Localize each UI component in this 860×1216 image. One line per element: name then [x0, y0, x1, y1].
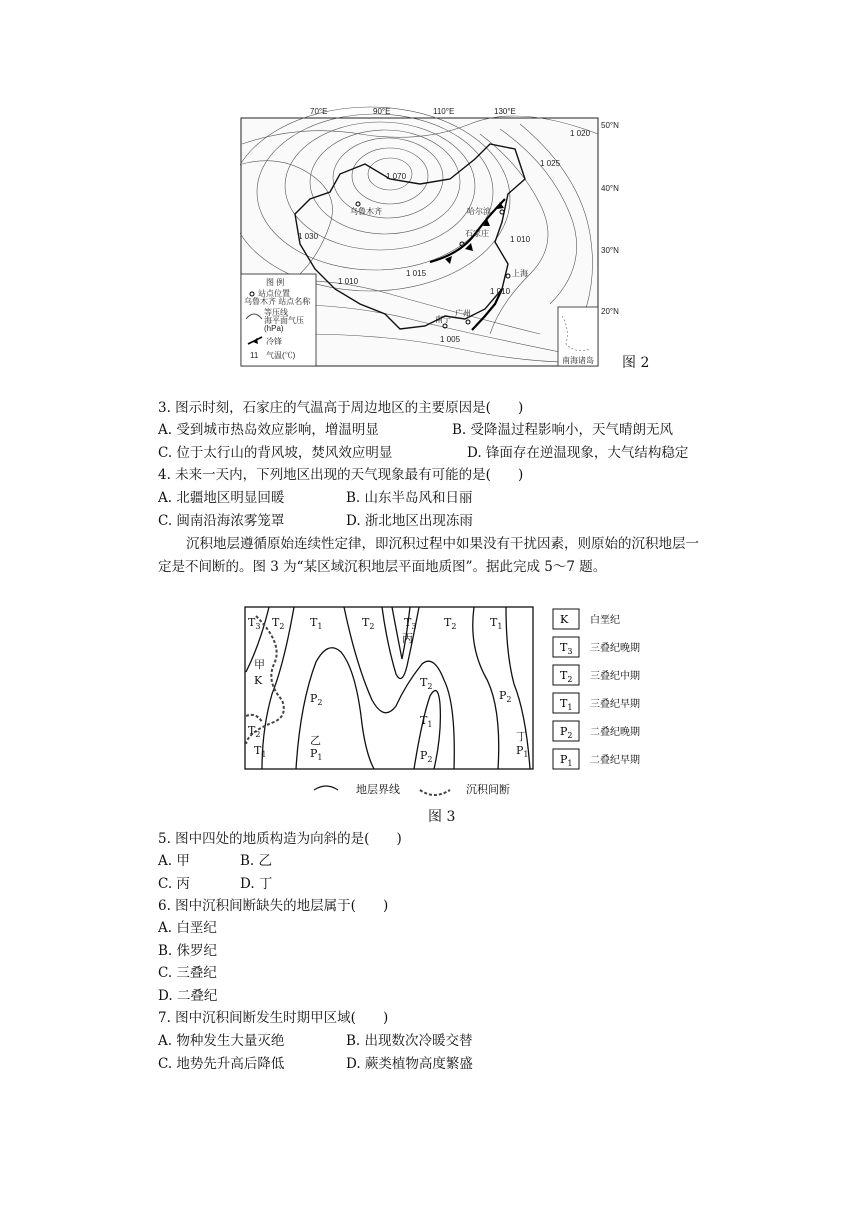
legend-name: 二叠纪晚期: [590, 727, 640, 738]
svg-text:T1: $T_1$: [490, 616, 503, 631]
svg-text:海平面气压: 海平面气压: [264, 316, 304, 325]
q3-option-c[interactable]: C. 位于太行山的背风坡，焚风效应明显: [158, 445, 393, 461]
place-label: 丁: [516, 730, 527, 743]
station-label: 哈尔滨: [467, 207, 491, 216]
q6-option-d[interactable]: D. 二叠纪: [158, 988, 218, 1004]
geologic-map-figure: [244, 604, 664, 808]
q5-option-a[interactable]: A. 甲: [158, 853, 190, 869]
weather-map: [240, 104, 640, 372]
lon-label: 130°E: [494, 107, 516, 116]
svg-text:乌鲁木齐 站点名称: 乌鲁木齐 站点名称: [244, 297, 311, 306]
isobar-label: 1 010: [338, 277, 359, 286]
lon-label: 90°E: [373, 107, 391, 116]
svg-text:P2: $P_2$: [420, 749, 433, 764]
svg-text:等压线: 等压线: [264, 308, 288, 317]
isobar-label: 1 030: [298, 232, 319, 241]
q5-option-c[interactable]: C. 丙: [158, 876, 190, 892]
svg-text:T1: $T_1$: [254, 744, 267, 759]
svg-text:11: 11: [250, 351, 259, 360]
svg-text:T2: $T_2$: [420, 676, 433, 691]
isobar-label: 1 025: [540, 159, 561, 168]
svg-text:T2: $T_2$: [272, 616, 285, 631]
q3-option-b[interactable]: B. 受降温过程影响小，天气晴朗无风: [452, 422, 674, 438]
svg-text:站点位置: 站点位置: [258, 289, 290, 298]
legend-name: 白垩纪: [590, 615, 620, 626]
svg-text:冷锋: 冷锋: [266, 337, 282, 346]
q4-option-c[interactable]: C. 闽南沿海浓雾笼罩: [158, 513, 285, 529]
q6-option-b[interactable]: B. 侏罗纪: [158, 943, 218, 959]
lat-label: 20°N: [601, 307, 619, 316]
svg-text:P1: $P_1$: [310, 747, 323, 762]
q6-stem: 6. 图中沉积间断缺失的地层属于( ): [158, 898, 389, 914]
map-legend: [241, 274, 316, 366]
isobar-label: 1 070: [386, 172, 407, 181]
stratum-legend: [553, 609, 640, 769]
q3-option-a[interactable]: A. 受到城市热岛效应影响，增温明显: [158, 422, 379, 438]
place-label: 丙: [402, 632, 413, 645]
q3-option-d[interactable]: D. 锋面存在逆温现象，大气结构稳定: [467, 445, 689, 461]
legend-title: 图 例: [266, 278, 285, 287]
q7-option-a[interactable]: A. 物种发生大量灭绝: [158, 1033, 285, 1049]
station-label: 石家庄: [465, 229, 489, 238]
place-label: 甲: [254, 658, 265, 671]
q5-stem: 5. 图中四处的地质构造为向斜的是( ): [158, 831, 402, 847]
legend-name: 二叠纪早期: [590, 755, 640, 766]
lat-label: 30°N: [601, 246, 619, 255]
q4-option-d[interactable]: D. 浙北地区出现冻雨: [346, 513, 473, 529]
svg-text:(hPa): (hPa): [264, 324, 284, 333]
svg-text:气温(℃): 气温(℃): [266, 351, 296, 360]
svg-text:T3: $T_3$: [248, 616, 261, 631]
svg-text:P2: $P_2$: [560, 725, 573, 740]
isobar-label: 1 010: [510, 235, 531, 244]
geologic-map: [244, 604, 664, 804]
station-label: 上海: [512, 269, 528, 278]
gap-label: 沉积间断: [466, 783, 510, 796]
isobar-label: 1 005: [440, 335, 461, 344]
q7-option-c[interactable]: C. 地势先升高后降低: [158, 1056, 285, 1072]
q5-option-b[interactable]: B. 乙: [240, 853, 273, 869]
boundary-label: 地层界线: [356, 783, 400, 796]
svg-text:T1: $T_1$: [310, 616, 323, 631]
inset-label: 南海诸岛: [562, 356, 594, 365]
q6-option-a[interactable]: A. 白垩纪: [158, 920, 217, 936]
place-label: 乙: [310, 734, 321, 747]
q5-option-d[interactable]: D. 丁: [240, 876, 273, 892]
svg-text:T1: $T_1$: [420, 714, 433, 729]
svg-text:P1: $P_1$: [516, 744, 529, 759]
station-label: 广州: [455, 309, 471, 318]
intro-line-1: 沉积地层遵循原始连续性定律，即沉积过程中如果没有干扰因素，则原始的沉积地层一: [186, 536, 699, 552]
svg-text:K: K: [254, 674, 263, 687]
q4-stem: 4. 未来一天内，下列地区出现的天气现象最有可能的是( ): [158, 467, 524, 483]
weather-map-figure: [240, 104, 640, 376]
svg-text:T3: $T_3$: [560, 641, 573, 656]
svg-text:T3: $T_3$: [404, 616, 417, 631]
lon-label: 110°E: [433, 107, 455, 116]
figure-2-caption: 图 2: [622, 355, 650, 371]
intro-line-2: 定是不间断的。图 3 为“某区域沉积地层平面地质图”。据此完成 5～7 题。: [158, 559, 607, 575]
svg-text:P1: $P_1$: [560, 753, 573, 768]
legend-name: 三叠纪晚期: [590, 643, 640, 654]
south-china-sea-inset: [558, 307, 598, 366]
line-legend: [314, 782, 510, 796]
q7-option-d[interactable]: D. 蕨类植物高度繁盛: [346, 1056, 473, 1072]
svg-text:T1: $T_1$: [560, 697, 573, 712]
lat-label: 50°N: [601, 121, 619, 130]
lon-label: 70°E: [310, 107, 328, 116]
svg-text:K: K: [560, 613, 569, 626]
svg-text:T2: $T_2$: [444, 616, 457, 631]
legend-name: 三叠纪早期: [590, 699, 640, 710]
svg-text:T2: $T_2$: [560, 669, 573, 684]
legend-name: 三叠纪中期: [590, 671, 640, 682]
station-label: 乌鲁木齐: [350, 207, 382, 216]
isobar-label: 1 010: [490, 287, 511, 296]
isobar-label: 1 015: [406, 269, 427, 278]
q7-stem: 7. 图中沉积间断发生时期甲区域( ): [158, 1010, 389, 1026]
station-label: 南宁: [435, 315, 451, 324]
lat-label: 40°N: [601, 184, 619, 193]
svg-text:P2: $P_2$: [499, 689, 512, 704]
svg-text:T2: $T_2$: [362, 616, 375, 631]
q4-option-b[interactable]: B. 山东半岛风和日丽: [346, 490, 473, 506]
q6-option-c[interactable]: C. 三叠纪: [158, 965, 217, 981]
figure-3-caption: 图 3: [428, 809, 456, 825]
svg-text:T2: $T_2$: [248, 724, 261, 739]
isobar-label: 1 020: [570, 129, 591, 138]
q7-option-b[interactable]: B. 出现数次冷暖交替: [346, 1033, 473, 1049]
q3-stem: 3. 图示时刻，石家庄的气温高于周边地区的主要原因是( ): [158, 400, 524, 416]
svg-text:P2: $P_2$: [310, 692, 323, 707]
q4-option-a[interactable]: A. 北疆地区明显回暖: [158, 490, 285, 506]
